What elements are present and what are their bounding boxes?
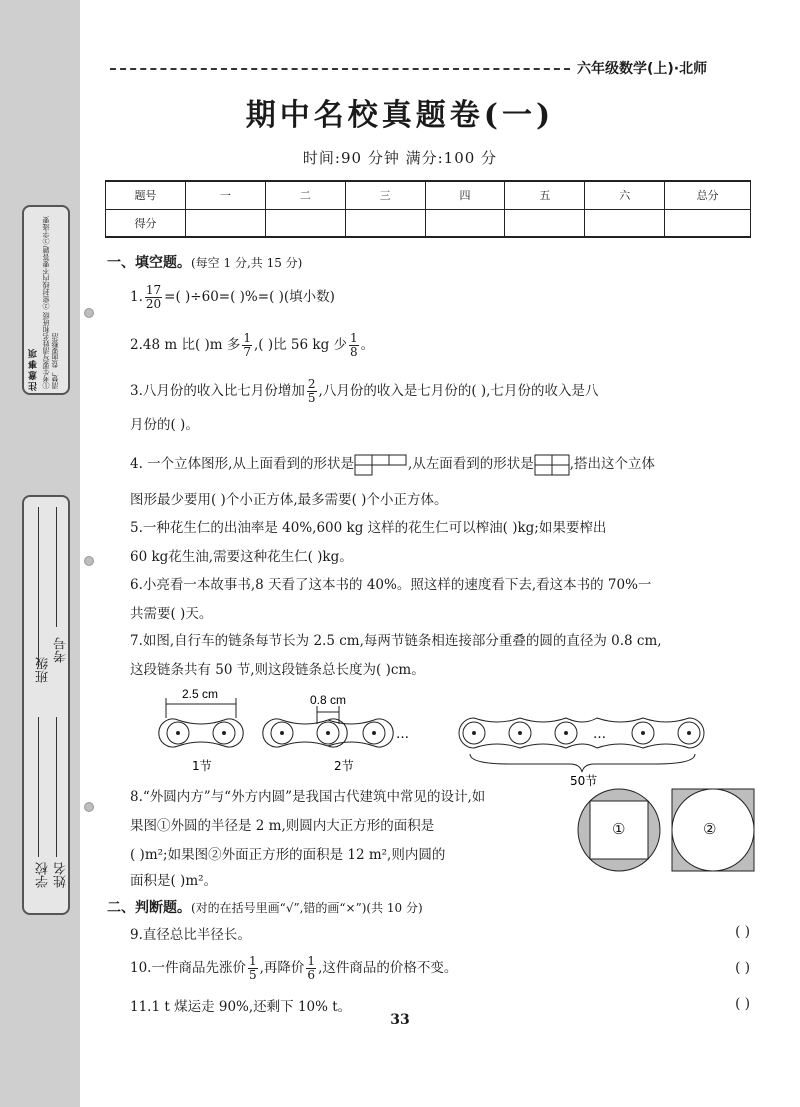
question-8-line-2: 果图①外圆的半径是 2 m,则圆内大正方形的面积是 — [130, 818, 435, 834]
question-7: 7.如图,自行车的链条每节长为 2.5 cm,每两节链条相连接部分重叠的圆的直径为 0.8 cm, — [130, 633, 662, 649]
score-cell[interactable] — [345, 209, 425, 237]
fraction-denominator: 20 — [145, 297, 162, 311]
question-text: 4. 一个立体图形,从上面看到的形状是 — [130, 456, 354, 472]
exam-number-label: 考号 — [54, 637, 69, 663]
notice-text: ①考生要写清姓名和班级 ②密封线内不要答题 ③字迹要清楚，卷面要整洁 — [42, 216, 59, 389]
section-note: (每空 1 分,共 15 分) — [191, 256, 303, 270]
table-cell: 二 — [265, 181, 345, 209]
notice-title: 注意事项 — [29, 347, 39, 391]
question-1 — [130, 284, 335, 311]
section-title: 一、填空题。 — [107, 255, 191, 271]
score-cell[interactable] — [505, 209, 585, 237]
question-4-line-2: 图形最少要用( )个小正方体,最多需要( )个小正方体。 — [130, 492, 448, 508]
fraction-denominator: 5 — [307, 391, 316, 405]
score-table-header-row — [106, 181, 751, 209]
question-5: 5.一种花生仁的出油率是 40%,600 kg 这样的花生仁可以榨油( )kg;如果要榨出 — [130, 520, 607, 536]
question-text: ,( )比 56 kg 少 — [254, 337, 348, 353]
page-number: 33 — [390, 1012, 410, 1028]
fraction — [306, 955, 316, 982]
answer-paren[interactable]: ( ) — [735, 996, 750, 1012]
fill-line — [56, 717, 57, 857]
question-text: ,从左面看到的形状是 — [407, 456, 534, 472]
chain-two-links — [263, 706, 393, 747]
fraction — [307, 378, 317, 405]
name-label: 姓名 — [54, 862, 69, 888]
question-text: 。 — [360, 337, 375, 353]
fraction-denominator: 5 — [248, 968, 257, 982]
question-text: ,搭出这个立体 — [569, 456, 656, 472]
table-cell: 一 — [185, 181, 265, 209]
fraction — [242, 332, 252, 359]
figure-2-label: ② — [703, 820, 717, 838]
table-cell: 题号 — [106, 181, 186, 209]
binding-hole — [84, 308, 94, 318]
header-dash-line — [110, 68, 570, 70]
class-label: 班级 — [36, 657, 51, 683]
question-text: 3.八月份的收入比七月份增加 — [130, 383, 305, 399]
section-title: 二、判断题。 — [107, 900, 191, 916]
question-3-line-2: 月份的( )。 — [130, 417, 199, 433]
fraction-numerator: 1 — [307, 954, 316, 968]
score-cell[interactable] — [585, 209, 665, 237]
question-7-line-2: 这段链条共有 50 节,则这段链条总长度为( )cm。 — [130, 662, 425, 678]
score-cell[interactable] — [185, 209, 265, 237]
question-5-line-2: 60 kg花生油,需要这种花生仁( )kg。 — [130, 549, 353, 565]
question-text: 2.48 m 比( )m 多 — [130, 337, 241, 353]
table-cell: 三 — [345, 181, 425, 209]
student-info-box — [22, 495, 70, 915]
table-cell: 总分 — [665, 181, 751, 209]
table-cell: 得分 — [106, 209, 186, 237]
fill-line — [56, 507, 57, 627]
fraction-denominator: 8 — [350, 345, 358, 359]
question-10 — [130, 955, 457, 982]
question-6-line-2: 共需要( )天。 — [130, 606, 213, 622]
binding-hole — [84, 556, 94, 566]
question-4 — [130, 453, 655, 476]
ellipsis: … — [396, 727, 409, 742]
table-cell: 六 — [585, 181, 665, 209]
exam-time-score: 时间:90 分钟 满分:100 分 — [302, 149, 498, 167]
school-label: 学校 — [36, 862, 51, 888]
score-table — [105, 180, 751, 238]
header-tag: 六年级数学(上)·北师 — [577, 61, 708, 77]
section-2-heading — [107, 897, 423, 917]
caption-50-links: 50节 — [570, 774, 598, 788]
question-8: 8.“外圆内方”与“外方内圆”是我国古代建筑中常见的设计,如 — [130, 789, 486, 805]
question-9: 9.直径总比半径长。 — [130, 927, 251, 943]
question-11: 11.1 t 煤运走 90%,还剩下 10% t。 — [130, 999, 352, 1015]
binding-hole — [84, 802, 94, 812]
fill-line — [38, 717, 39, 857]
question-2 — [130, 332, 374, 359]
chain-one-link — [159, 698, 243, 747]
fraction — [349, 332, 359, 359]
question-text: =( )÷60=( )%=( )(填小数) — [164, 289, 335, 305]
question-number: 1. — [130, 289, 143, 305]
fraction-numerator: 1 — [350, 331, 358, 345]
chain-fifty-links — [459, 718, 704, 772]
link-length-label: 2.5 cm — [182, 687, 219, 701]
top-view-shape — [354, 454, 408, 476]
bicycle-chain-figure — [150, 684, 750, 788]
question-6: 6.小亮看一本故事书,8 天看了这本书的 40%。照这样的速度看下去,看这本书的 70%一 — [130, 577, 652, 593]
answer-paren[interactable]: ( ) — [735, 924, 750, 940]
fraction-numerator: 1 — [243, 331, 252, 345]
fraction-numerator: 2 — [307, 377, 316, 391]
question-8-line-4: 面积是( )m²。 — [130, 873, 218, 889]
fraction-denominator: 7 — [243, 345, 252, 359]
section-1-heading — [107, 252, 302, 272]
fraction-numerator: 1 — [248, 954, 257, 968]
caption-2-links: 2节 — [334, 759, 354, 773]
score-table-score-row — [106, 209, 751, 237]
figure-1-label: ① — [612, 820, 626, 838]
question-text: ,再降价 — [259, 960, 305, 976]
score-cell[interactable] — [425, 209, 505, 237]
fraction-denominator: 6 — [307, 968, 316, 982]
question-text: ,八月份的收入是七月份的( ),七月份的收入是八 — [318, 383, 599, 399]
caption-1-link: 1节 — [192, 759, 212, 773]
notice-box — [22, 205, 70, 395]
fill-line — [38, 507, 39, 667]
table-cell: 五 — [505, 181, 585, 209]
score-cell[interactable] — [665, 209, 751, 237]
question-8-line-3: ( )m²;如果图②外面正方形的面积是 12 m²,则内圆的 — [130, 847, 446, 863]
question-text: 10.一件商品先涨价 — [130, 960, 246, 976]
section-note: (对的在括号里画“√”,错的画“×”)(共 10 分) — [191, 901, 423, 915]
fraction — [248, 955, 258, 982]
diameter-label: 0.8 cm — [310, 693, 347, 707]
page-title: 期中名校真题卷(一) — [245, 98, 555, 133]
fraction-numerator: 17 — [145, 283, 162, 297]
score-cell[interactable] — [265, 209, 345, 237]
left-view-shape — [534, 454, 570, 476]
question-3 — [130, 378, 598, 405]
table-cell: 四 — [425, 181, 505, 209]
question-text: ,这件商品的价格不变。 — [318, 960, 458, 976]
fraction — [145, 284, 162, 311]
answer-paren[interactable]: ( ) — [735, 960, 750, 976]
ellipsis: … — [593, 727, 606, 742]
